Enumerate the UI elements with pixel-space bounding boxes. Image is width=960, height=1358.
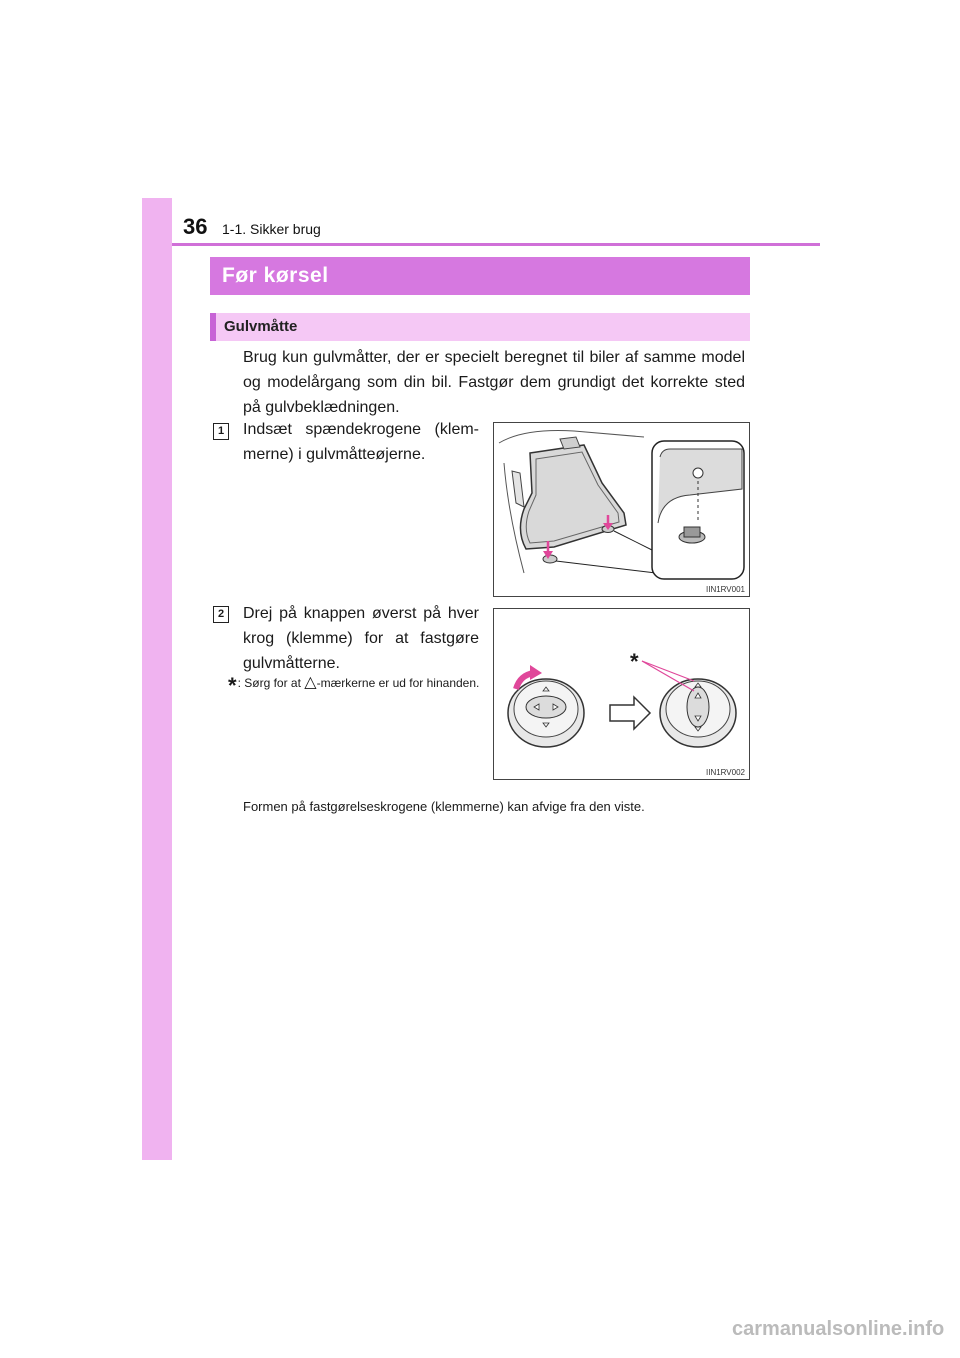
hook-knob-illustration [494, 609, 749, 779]
note-text-before: Sørg for at [244, 676, 301, 690]
figure-star-marker: * [630, 649, 639, 674]
figure-hook-knob-rotation [493, 608, 750, 780]
triangle-icon: △ [304, 674, 317, 691]
step-2-text: Drej på knappen øverst på hver krog (klemme) for at fastgøre gulvmåtterne. [243, 605, 479, 672]
chapter-sidebar-tab [142, 198, 172, 1160]
note-text-after: -mærkerne er ud for hinanden. [316, 676, 480, 690]
header-rule [172, 243, 820, 246]
watermark: carmanualsonline.info [732, 1318, 945, 1340]
page-number: 36 [183, 214, 208, 239]
floor-mat-illustration [494, 423, 749, 596]
figure-1-code: IIN1RV001 [706, 585, 745, 594]
note-marker: * [228, 673, 237, 698]
note-colon: : [237, 676, 241, 690]
subheading: Gulvmåtte [210, 313, 750, 341]
step-2-badge: 2 [213, 606, 229, 623]
section-label: 1-1. Sikker brug [222, 221, 321, 237]
figure-2-code: IIN1RV002 [706, 768, 745, 777]
figure-floor-mat-hooks [493, 422, 750, 597]
intro-paragraph: Brug kun gulvmåtter, der er specielt beregnet til biler af samme model og modelårgang som din bil. Fastgør dem grundigt det korrekte sted på gulvbeklædningen. [243, 349, 745, 416]
footnote: Formen på fastgørelseskrogene (klemmerne) kan afvige fra den viste. [243, 799, 645, 814]
page-title: Før kørsel [210, 257, 750, 295]
step-1-badge: 1 [213, 423, 229, 440]
step-1-text: Indsæt spændekrogene (klemmerne) i gulvmåtteøjerne. [243, 421, 479, 463]
note [228, 673, 480, 698]
